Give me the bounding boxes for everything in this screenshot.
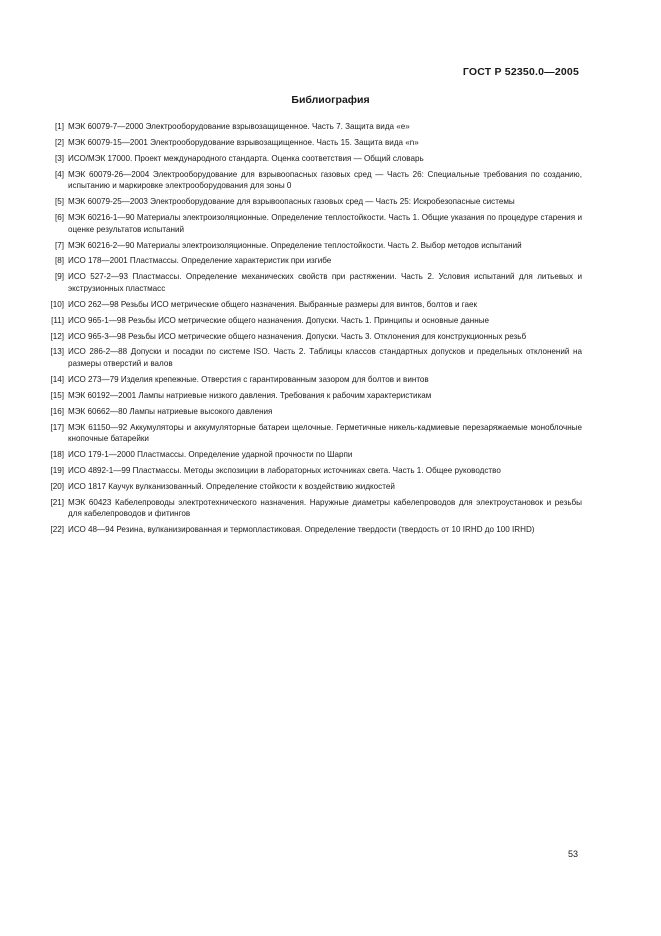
bibliography-entry bbox=[44, 255, 582, 267]
entry-number: [20] bbox=[50, 481, 64, 491]
entry-number: [13] bbox=[50, 347, 64, 357]
entry-text: ИСО 48—94 Резина, вулканизированная и термопластиковая. Определение твердости (твердость от 10 IRHD до 100 IRHD) bbox=[68, 525, 535, 535]
entry-number: [18] bbox=[50, 450, 64, 460]
entry-number: [22] bbox=[50, 525, 64, 535]
entry-text: МЭК 60079-26—2004 Электрооборудование для взрывоопасных газовых сред — Часть 26: Специальные требования по созданию, испытанию и маркировке электрооборудования для зоны 0 bbox=[68, 169, 582, 191]
bibliography-entry bbox=[44, 299, 582, 311]
bibliography-entry bbox=[44, 481, 582, 493]
entry-number: [2] bbox=[55, 137, 64, 147]
entry-number: [15] bbox=[50, 390, 64, 400]
entry-text: МЭК 60423 Кабелепроводы электротехнического назначения. Наружные диаметры кабелепроводов для электроустановок и резьбы для кабелепроводов и фитингов bbox=[68, 497, 582, 519]
entry-number: [8] bbox=[55, 256, 64, 266]
bibliography-entry bbox=[44, 153, 582, 165]
bibliography-entry bbox=[44, 137, 582, 149]
bibliography-entry bbox=[44, 212, 582, 235]
entry-number: [21] bbox=[50, 497, 64, 507]
entry-number: [16] bbox=[50, 406, 64, 416]
bibliography-entry bbox=[44, 406, 582, 418]
entry-text: ИСО 179-1—2000 Пластмассы. Определение ударной прочности по Шарпи bbox=[68, 450, 353, 460]
bibliography-entry bbox=[44, 346, 582, 369]
page-title: Библиография bbox=[291, 94, 370, 106]
bibliography-entry bbox=[44, 196, 582, 208]
entry-number: [17] bbox=[50, 422, 64, 432]
entry-number: [1] bbox=[55, 122, 64, 131]
bibliography-entry bbox=[44, 315, 582, 327]
entry-number: [7] bbox=[55, 240, 64, 250]
entry-text: МЭК 61150—92 Аккумуляторы и аккумуляторные батареи щелочные. Герметичные никель-кадмиевые перезаряжаемые моноблочные кнопочные батарейки bbox=[68, 422, 582, 444]
entry-text: ИСО 286-2—88 Допуски и посадки по системе ISO. Часть 2. Таблицы классов стандартных допусков и предельных отклонений на размеры отверстий и валов bbox=[68, 347, 582, 369]
bibliography-entry bbox=[44, 374, 582, 386]
entry-text: МЭК 60079-7—2000 Электрооборудование взрывозащищенное. Часть 7. Защита вида «е» bbox=[68, 122, 410, 131]
entry-text: ИСО 178—2001 Пластмассы. Определение характеристик при изгибе bbox=[68, 256, 332, 266]
bibliography-entry bbox=[44, 422, 582, 445]
bibliography-entry bbox=[44, 390, 582, 402]
entry-text: ИСО 965-1—98 Резьбы ИСО метрические общего назначения. Допуски. Часть 1. Принципы и основные данные bbox=[68, 315, 490, 325]
bibliography-entry bbox=[44, 121, 582, 133]
entry-text: ИСО 527-2—93 Пластмассы. Определение механических свойств при растяжении. Часть 2. Условия испытаний для литьевых и экструзионных пластмасс bbox=[68, 272, 582, 293]
entry-number: [9] bbox=[55, 272, 64, 282]
entry-text: ИСО 4892-1—99 Пластмассы. Методы экспозиции в лабораторных источниках света. Часть 1. Общее руководство bbox=[68, 466, 501, 475]
bibliography-list bbox=[44, 121, 582, 540]
document-id-header: ГОСТ Р 52350.0—2005 bbox=[462, 66, 579, 78]
entry-text: ИСО 262—98 Резьбы ИСО метрические общего назначения. Выбранные размеры для винтов, болтов и гаек bbox=[68, 299, 478, 309]
entry-text: МЭК 60662—80 Лампы натриевые высокого давления bbox=[68, 406, 273, 416]
page-number: 53 bbox=[567, 849, 578, 859]
bibliography-entry bbox=[44, 331, 582, 343]
entry-number: [12] bbox=[50, 331, 64, 341]
entry-number: [10] bbox=[50, 299, 64, 309]
bibliography-entry bbox=[44, 497, 582, 520]
entry-number: [5] bbox=[55, 197, 64, 207]
bibliography-entry bbox=[44, 240, 582, 252]
entry-number: [11] bbox=[51, 315, 64, 325]
bibliography-entry bbox=[44, 524, 582, 536]
bibliography-entry bbox=[44, 169, 582, 192]
entry-text: МЭК 60216-2—90 Материалы электроизоляционные. Определение теплостойкости. Часть 2. Выбор методов испытаний bbox=[68, 240, 522, 250]
entry-number: [19] bbox=[50, 466, 64, 475]
bibliography-entry bbox=[44, 449, 582, 461]
entry-text: ИСО/МЭК 17000. Проект международного стандарта. Оценка соответствия — Общий словарь bbox=[68, 153, 424, 163]
entry-number: [3] bbox=[55, 153, 64, 163]
entry-text: МЭК 60079-25—2003 Электрооборудование для взрывоопасных газовых сред — Часть 25: Искробезопасные системы bbox=[68, 197, 515, 207]
entry-text: МЭК 60192—2001 Лампы натриевые низкого давления. Требования к рабочим характеристикам bbox=[68, 390, 432, 400]
entry-text: МЭК 60216-1—90 Материалы электроизоляционные. Определение теплостойкости. Часть 1. Общие указания по процедуре старения и оценке результатов испытаний bbox=[68, 213, 582, 234]
entry-text: МЭК 60079-15—2001 Электрооборудование взрывозащищенное. Часть 15. Защита вида «n» bbox=[68, 137, 419, 147]
entry-text: ИСО 273—79 Изделия крепежные. Отверстия с гарантированным зазором для болтов и винтов bbox=[68, 374, 429, 384]
bibliography-entry bbox=[44, 465, 582, 477]
entry-number: [4] bbox=[55, 169, 64, 179]
entry-number: [6] bbox=[55, 213, 64, 223]
entry-text: ИСО 965-3—98 Резьбы ИСО метрические общего назначения. Допуски. Часть 3. Отклонения для конструкционных резьб bbox=[68, 331, 527, 341]
entry-text: ИСО 1817 Каучук вулканизованный. Определение стойкости к воздействию жидкостей bbox=[68, 481, 395, 491]
entry-number: [14] bbox=[50, 374, 64, 384]
bibliography-entry bbox=[44, 271, 582, 294]
